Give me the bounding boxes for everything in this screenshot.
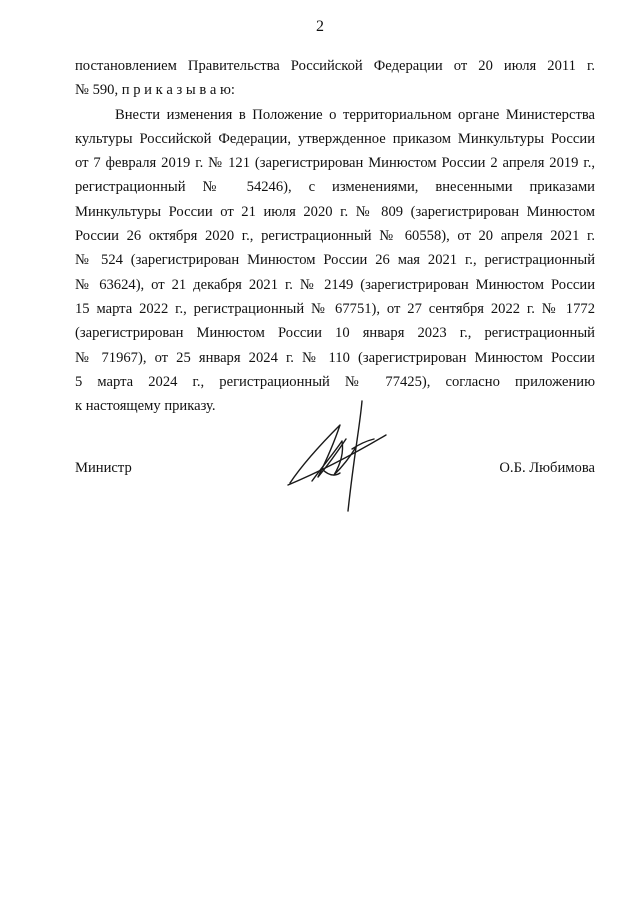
signer-position: Министр <box>75 460 132 476</box>
text-line: № 524 (зарегистрирован Минюстом России 26 мая 2021 г., регистрационный <box>75 252 595 269</box>
handwritten-signature-icon <box>282 395 392 513</box>
text-line: России 26 октября 2020 г., регистрационный № 60558), от 20 апреля 2021 г. <box>75 228 595 245</box>
text-line: 15 марта 2022 г., регистрационный № 67751), от 27 сентября 2022 г. № 1772 <box>75 300 595 317</box>
signer-name: О.Б. Любимова <box>499 460 595 476</box>
text-line: Внести изменения в Положение о территориальном органе Министерства <box>115 106 595 123</box>
text-line: от 7 февраля 2019 г. № 121 (зарегистрирован Минюстом России 2 апреля 2019 г., <box>75 155 595 172</box>
text-line: (зарегистрирован Минюстом России 10 января 2023 г., регистрационный <box>75 325 595 342</box>
text-line: постановлением Правительства Российской Федерации от 20 июля 2011 г. <box>75 58 595 74</box>
text-line: № 590, п р и к а з ы в а ю: <box>75 82 235 99</box>
body-text <box>75 54 595 418</box>
text-line: 5 марта 2024 г., регистрационный № 77425), согласно приложению <box>75 373 595 390</box>
text-line: № 63624), от 21 декабря 2021 г. № 2149 (зарегистрирован Минюстом России <box>75 276 595 293</box>
text-line: к настоящему приказу. <box>75 398 216 415</box>
text-line: Минкультуры России от 21 июля 2020 г. № 809 (зарегистрирован Минюстом <box>75 203 595 220</box>
text-line: культуры Российской Федерации, утвержденное приказом Минкультуры России <box>75 130 595 147</box>
page-number: 2 <box>316 18 324 35</box>
text-line: № 71967), от 25 января 2024 г. № 110 (зарегистрирован Минюстом России <box>75 349 595 366</box>
text-line: регистрационный № 54246), с изменениями, внесенными приказами <box>75 179 595 196</box>
